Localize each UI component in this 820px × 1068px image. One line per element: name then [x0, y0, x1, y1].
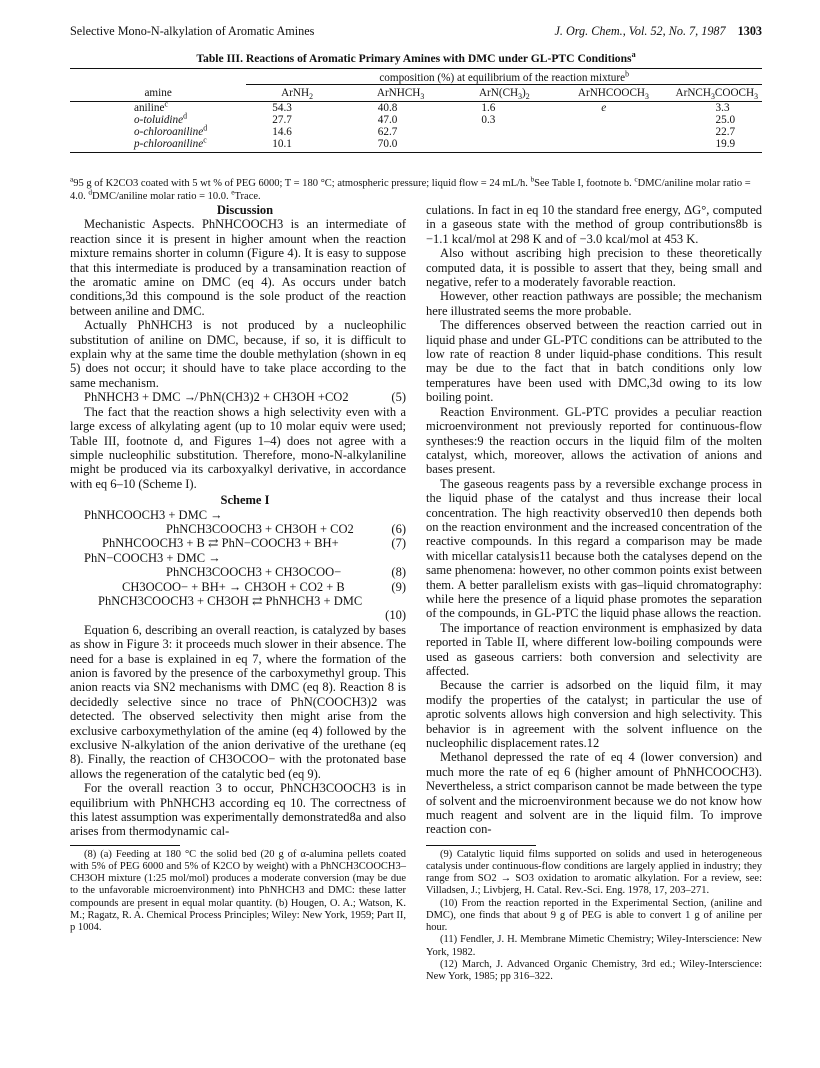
scheme-heading: Scheme I [220, 493, 270, 508]
table-footnotes: $^a$95 g of K2CO3 coated with 5 wt % of PEG 6000; T = 180 °C; atmospheric pressure; liquid flow = 24 mL/h. $^b$See Table I, footnote b. $^c$DMC/aniline molar ratio = 4.0. $^d$DMC/aniline molar ratio = 10.0. $^e$Trace. [70, 174, 751, 202]
paragraph: Equation 6, describing an overall reaction, is catalyzed by bases as show in Figure 3: it proceeds much slower in their absence. The need for a base is explained in eq 7, where the formation of the anion is favored by the presence of the carboxymethyl group. This anion reacts via SN2 mechanisms with DMC (eq 8). Reaction 8 is decidedly selective since no trace of PhN(COOCH3)2 was detected. The observed selectivity then might arise from the exclusive carboxymethylation of the amine (eq 4) followed by the exclusive N-alkylation of the anion derivative of the urethane (eq 8). Finally, the reaction of CH3OCOO− with the protonated base allows the regeneration of the catalytic bed (eq 9). [70, 622, 406, 781]
table-row [70, 138, 762, 153]
equation-text: PhNCH3COOCH3 + CH3OH + CO2 [166, 521, 354, 536]
paragraph: Methanol depressed the rate of eq 4 (lower conversion) and much more the rate of eq 6 (higher amount of PhNHCOOCH3). Nevertheless, a strict comparison cannot be made between the type of solvent and the microenvironment because we do not know how much reagent and solvent are in the liquid film. To improve reaction con- [426, 750, 762, 837]
amine-name: o-chloroaniline [134, 126, 204, 138]
equation-9 [70, 580, 406, 594]
footnote-10: (10) From the reaction reported in the Experimental Section, (aniline and DMC), one finds that about 9 g of PEG is able to convert 1 g of aniline per hour. [426, 897, 762, 934]
equation-10-number: (10) [385, 608, 406, 623]
footnote-9: (9) Catalytic liquid films supported on solids and used in heterogeneous catalysis under continuous-flow conditions are largely applied in industry; they range from SO2 → SO3 oxidation to aromatic alkylation. For a review, see: Villadsen, J.; Livbjerg, H. Catal. Rev.-Sci. Eng. 1978, 17, 203–271. [426, 848, 762, 897]
equation-number: (8) [391, 565, 406, 580]
table-row [70, 102, 762, 115]
equation-text: CH3OCOO− + BH+ → CH3OH + CO2 + B [122, 579, 345, 594]
equation-number: (9) [391, 579, 406, 594]
row-amine [70, 99, 246, 115]
paragraph: culations. In fact in eq 10 the standard free energy, ΔG°, computed in a gaseous state with the method of group contributions8b is −1.1 kcal/mol at 298 K and of −3.0 kcal/mol at 453 K. [426, 203, 762, 246]
col-header-arnch3cooch3: $ArNCH_3COOCH_3$ [672, 85, 762, 102]
paragraph: Mechanistic Aspects. PhNHCOOCH3 is an intermediate of reaction since it is present in higher amount when the reaction mixture remains shorter in column (Figure 4). It is easy to suppose that this intermediate is produced by a transamination reaction of the aromatic amine on DMC (eq 4). As occurs under batch conditions,3d this compound is the sole product of the reaction between aniline and DMC. [70, 217, 406, 318]
equation-8-line-1: PhN−COOCH3 + DMC → [84, 550, 221, 565]
cell [555, 138, 671, 153]
footnote-rule [426, 845, 536, 846]
cell: 14.6 [272, 126, 292, 138]
equation-7 [70, 536, 406, 550]
cell: 3.3 [715, 102, 730, 114]
paragraph: The gaseous reagents pass by a reversible exchange process in the liquid phase of the catalyst and thus increase their local concentration. The high reactivity observed10 then depends both on the reaction environment and the increased concentration of the reactive compounds. In this regard a comparison may be made with micellar catalysis11 because both the catalyses depend on the same phenomena: however, no other common points exist between them. A better parallelism exists with gas–liquid chromatography: while here the presence of a liquid phase promotes the separation of the compounds, in GL-PTC the liquid phase allows the reaction. [426, 476, 762, 621]
cell [453, 126, 555, 138]
table-footnote-c: DMC/aniline molar ratio = 4.0. [70, 178, 751, 202]
paragraph: The importance of reaction environment is emphasized by data reported in Table II, where different low-boiling compounds were used as gaseous carriers: both conversion and selectivity are affected. [426, 620, 762, 678]
cell: 19.9 [672, 138, 762, 153]
paragraph: Reaction Environment. GL-PTC provides a peculiar reaction microenvironment not previously reported for continuous-flow syntheses:9 the reaction occurs in the liquid film of the molten catalyst, which, moreover, allows the activation of anions and bases present. [426, 404, 762, 477]
table-footnote-e: Trace. [234, 190, 261, 202]
cell: 25.0 [715, 114, 736, 126]
cell: 47.0 [377, 114, 398, 126]
equation-text: PhNHCOOCH3 + B ⇄ PhN−COOCH3 + BH+ [102, 536, 339, 551]
paragraph: Because the carrier is adsorbed on the liquid film, it may modify the properties of the catalyst; in particular the use of aprotic solvents allows high conversion and high selectivity. This behavior is in agreement with the solvent influence on the nucleophilic displacement rates.12 [426, 678, 762, 751]
cell: 62.7 [377, 126, 398, 138]
running-head-journal [554, 24, 762, 39]
table-title [70, 52, 762, 65]
col-header-arnhcooch3: ArNHCOOCH$_3$ [555, 85, 671, 102]
paragraph: The differences observed between the reaction carried out in liquid phase and under GL-PTC conditions can be attributed to the low rate of reaction 8 under liquid-phase conditions. This result may be due to the fact that in batch conditions only low temperatures have been used with DMC,3d owing to its low boiling point. [426, 318, 762, 405]
table-column-header-row [70, 85, 762, 102]
paragraph: Actually PhNHCH3 is not produced by a nucleophilic substitution of aniline on DMC, because, if so, it is difficult to explain why at the same time the double methylation (shown in eq 5) does not occur; it should have to take place according to the same mechanism. [70, 318, 406, 390]
group-header-text: composition (%) at equilibrium of the reaction mixture [379, 72, 626, 84]
cell: 27.7 [272, 114, 292, 126]
right-column [426, 203, 762, 983]
cell: 54.3 [272, 102, 292, 114]
table-iii [70, 68, 762, 153]
equation-text: PhNHCH3 + DMC ↛ PhN(CH3)2 + CH3OH +CO2 [84, 390, 349, 405]
table-row [70, 114, 762, 126]
section-heading-discussion: Discussion [216, 203, 274, 217]
footnote-8: (8) (a) Feeding at 180 °C the solid bed (20 g of α-alumina pellets coated with 5% of PEG 6000 and 5% of K2CO by weight) with a PhNCH3COOCH3–CH3OH mixture (1:25 mol/mol) produces a moderate conversion (may be due to the unfavorable microenvironment) into PhNHCH3 and DMC: these latter compounds are present in equal molar quantity. (b) Hougen, O. A.; Watson, K. M.; Ragatz, R. A. Chemical Process Principles; Wiley: New York, 1959; Part II, p 1004. [70, 848, 406, 934]
table-footnote-d: DMC/aniline molar ratio = 10.0. [92, 190, 229, 202]
cell [555, 126, 671, 138]
equation-8-line-2 [70, 565, 406, 579]
row-amine [70, 111, 246, 126]
col-header-arnch32: $ArN(CH_3)_2$ [453, 85, 555, 102]
cell: 1.6 [481, 102, 496, 114]
equation-5 [70, 390, 406, 404]
paragraph: For the overall reaction 3 to occur, PhNCH3COOCH3 is in equilibrium with PhNHCH3 according eq 10. The correctness of this latest assumption was experimentally demonstrated8a and also arises from thermodynamic cal- [70, 781, 406, 839]
equation-number: (6) [391, 521, 406, 536]
table-group-header [246, 71, 762, 85]
table-title-sup: a [631, 50, 636, 60]
row-amine [70, 123, 246, 138]
cell [555, 114, 671, 126]
paragraph: However, other reaction pathways are possible; the mechanism here illustrated seems the more probable. [426, 289, 762, 318]
cell: 40.8 [377, 102, 398, 114]
cell: 70.0 [348, 138, 454, 153]
paragraph: Also without ascribing high precision to these theoretically computed data, it is possible to assert that they, being small and negative, refer to a moderately favorable reaction. [426, 246, 762, 290]
equation-10: PhNCH3COOCH3 + CH3OH ⇄ PhNHCH3 + DMC [98, 593, 363, 608]
table-footnote-a: 95 g of K2CO3 coated with 5 wt % of PEG 6000; T = 180 °C; atmospheric pressure; liquid flow = 24 mL/h. [73, 178, 528, 189]
equation-6-line-2 [70, 522, 406, 536]
footnote-11: (11) Fendler, J. H. Membrane Mimetic Chemistry; Wiley-Interscience: New York, 1982. [426, 934, 762, 958]
page-number: 1303 [737, 24, 762, 38]
col-header-amine: amine [70, 85, 246, 102]
left-column [70, 203, 406, 934]
cell [453, 138, 555, 153]
cell: e [601, 102, 607, 114]
amine-sup: c [203, 135, 207, 145]
table-spacer [70, 71, 246, 85]
amine-name: o-toluidine [134, 114, 184, 126]
row-amine [70, 135, 246, 153]
equation-number: (5) [391, 390, 406, 405]
amine-sup: d [203, 123, 208, 133]
table-row [70, 126, 762, 138]
amine-name: p-chloroaniline [134, 138, 204, 150]
equation-number: (7) [391, 536, 406, 551]
equation-6-line-1: PhNHCOOCH3 + DMC → [84, 507, 223, 522]
paragraph: The fact that the reaction shows a high selectivity even with a large excess of alkylating agent (up to 10 molar equiv were used; Table III, footnote d, and Figures 1–4) does not agree with a simple nucleophilic substitution. Therefore, mono-N-alkylaniline might be produced via its carboxyalkyl derivative, in accordance with eq 6–10 (Scheme I). [70, 404, 406, 491]
cell: 0.3 [481, 114, 496, 126]
running-head [70, 24, 762, 40]
amine-sup: d [183, 111, 188, 121]
col-header-arnh2: ArNH$_2$ [246, 85, 348, 102]
col-header-arnhch3: ArNHCH$_3$ [348, 85, 454, 102]
amine-name: aniline [134, 102, 165, 114]
table-title-text: Table III. Reactions of Aromatic Primary Amines with DMC under GL-PTC Conditions [196, 52, 632, 65]
cell: 22.7 [715, 126, 736, 138]
equation-text: PhNCH3COOCH3 + CH3OCOO− [166, 565, 342, 580]
amine-sup: c [164, 99, 168, 109]
footnote-rule [70, 845, 180, 846]
cell: 10.1 [246, 138, 348, 153]
group-header-sup: b [625, 69, 629, 79]
table-footnote-b: See Table I, footnote b. [534, 178, 632, 189]
table-group-header-row [70, 71, 762, 85]
footnote-12: (12) March, J. Advanced Organic Chemistry, 3rd ed.; Wiley-Interscience: New York, 1985; pp 316–322. [426, 958, 762, 982]
journal-citation: J. Org. Chem., Vol. 52, No. 7, 1987 [554, 24, 726, 38]
running-head-title: Selective Mono-N-alkylation of Aromatic Amines [70, 24, 315, 38]
